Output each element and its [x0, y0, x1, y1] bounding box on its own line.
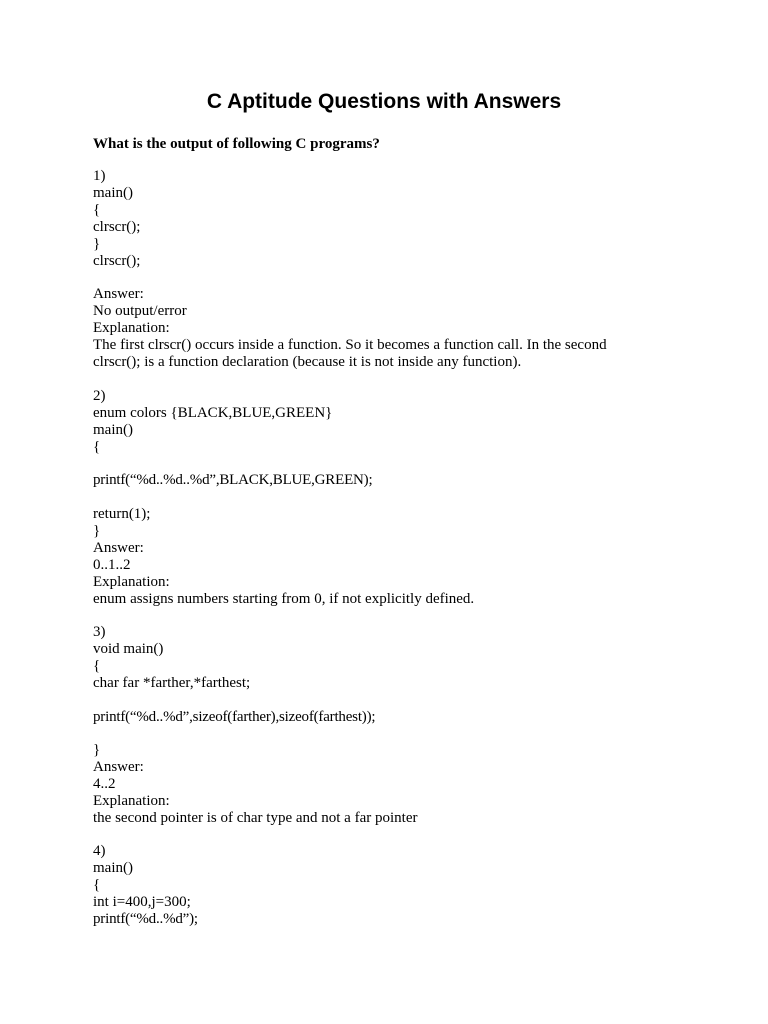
q2-code-line: printf(“%d..%d..%d”,BLACK,BLUE,GREEN); [93, 472, 373, 488]
q3-code-line: void main() [93, 641, 164, 657]
q3-answer-label: Answer: [93, 759, 144, 775]
q2-code-line: { [93, 439, 101, 455]
q4-code-line: printf(“%d..%d”); [93, 911, 198, 927]
q1-explanation: The first clrscr() occurs inside a function. So it becomes a function call. In the second [93, 337, 607, 353]
q3-number: 3) [93, 624, 106, 640]
q1-number: 1) [93, 168, 106, 184]
q4-code-line: main() [93, 860, 133, 876]
section-question: What is the output of following C programs? [93, 136, 380, 152]
q1-code-line: { [93, 202, 101, 218]
q2-number: 2) [93, 388, 106, 404]
q2-explanation: enum assigns numbers starting from 0, if not explicitly defined. [93, 591, 475, 607]
q3-code-line: } [93, 742, 101, 758]
q3-code-line: char far *farther,*farthest; [93, 675, 251, 691]
q1-code-line: clrscr(); [93, 253, 141, 269]
q3-explanation-label: Explanation: [93, 793, 170, 809]
q1-answer-label: Answer: [93, 286, 144, 302]
q3-code-line: { [93, 658, 101, 674]
q2-explanation-label: Explanation: [93, 574, 170, 590]
q2-code-line: return(1); [93, 506, 151, 522]
q2-code-line: main() [93, 422, 133, 438]
q1-code-line: main() [93, 185, 133, 201]
document-title: C Aptitude Questions with Answers [206, 90, 562, 113]
q4-code-line: int i=400,j=300; [93, 894, 191, 910]
q1-explanation-label: Explanation: [93, 320, 170, 336]
q4-number: 4) [93, 843, 106, 859]
q2-answer: 0..1..2 [93, 557, 131, 573]
q1-code-line: clrscr(); [93, 219, 141, 235]
q1-code-line: } [93, 236, 101, 252]
q1-explanation: clrscr(); is a function declaration (because it is not inside any function). [93, 354, 522, 370]
q2-answer-label: Answer: [93, 540, 144, 556]
q3-code-line: printf(“%d..%d”,sizeof(farther),sizeof(farthest)); [93, 709, 376, 725]
q3-explanation: the second pointer is of char type and not a far pointer [93, 810, 418, 826]
q4-code-line: { [93, 877, 101, 893]
q2-code-line: } [93, 523, 101, 539]
q1-answer: No output/error [93, 303, 187, 319]
q2-code-line: enum colors {BLACK,BLUE,GREEN} [93, 405, 333, 421]
q3-answer: 4..2 [93, 776, 116, 792]
